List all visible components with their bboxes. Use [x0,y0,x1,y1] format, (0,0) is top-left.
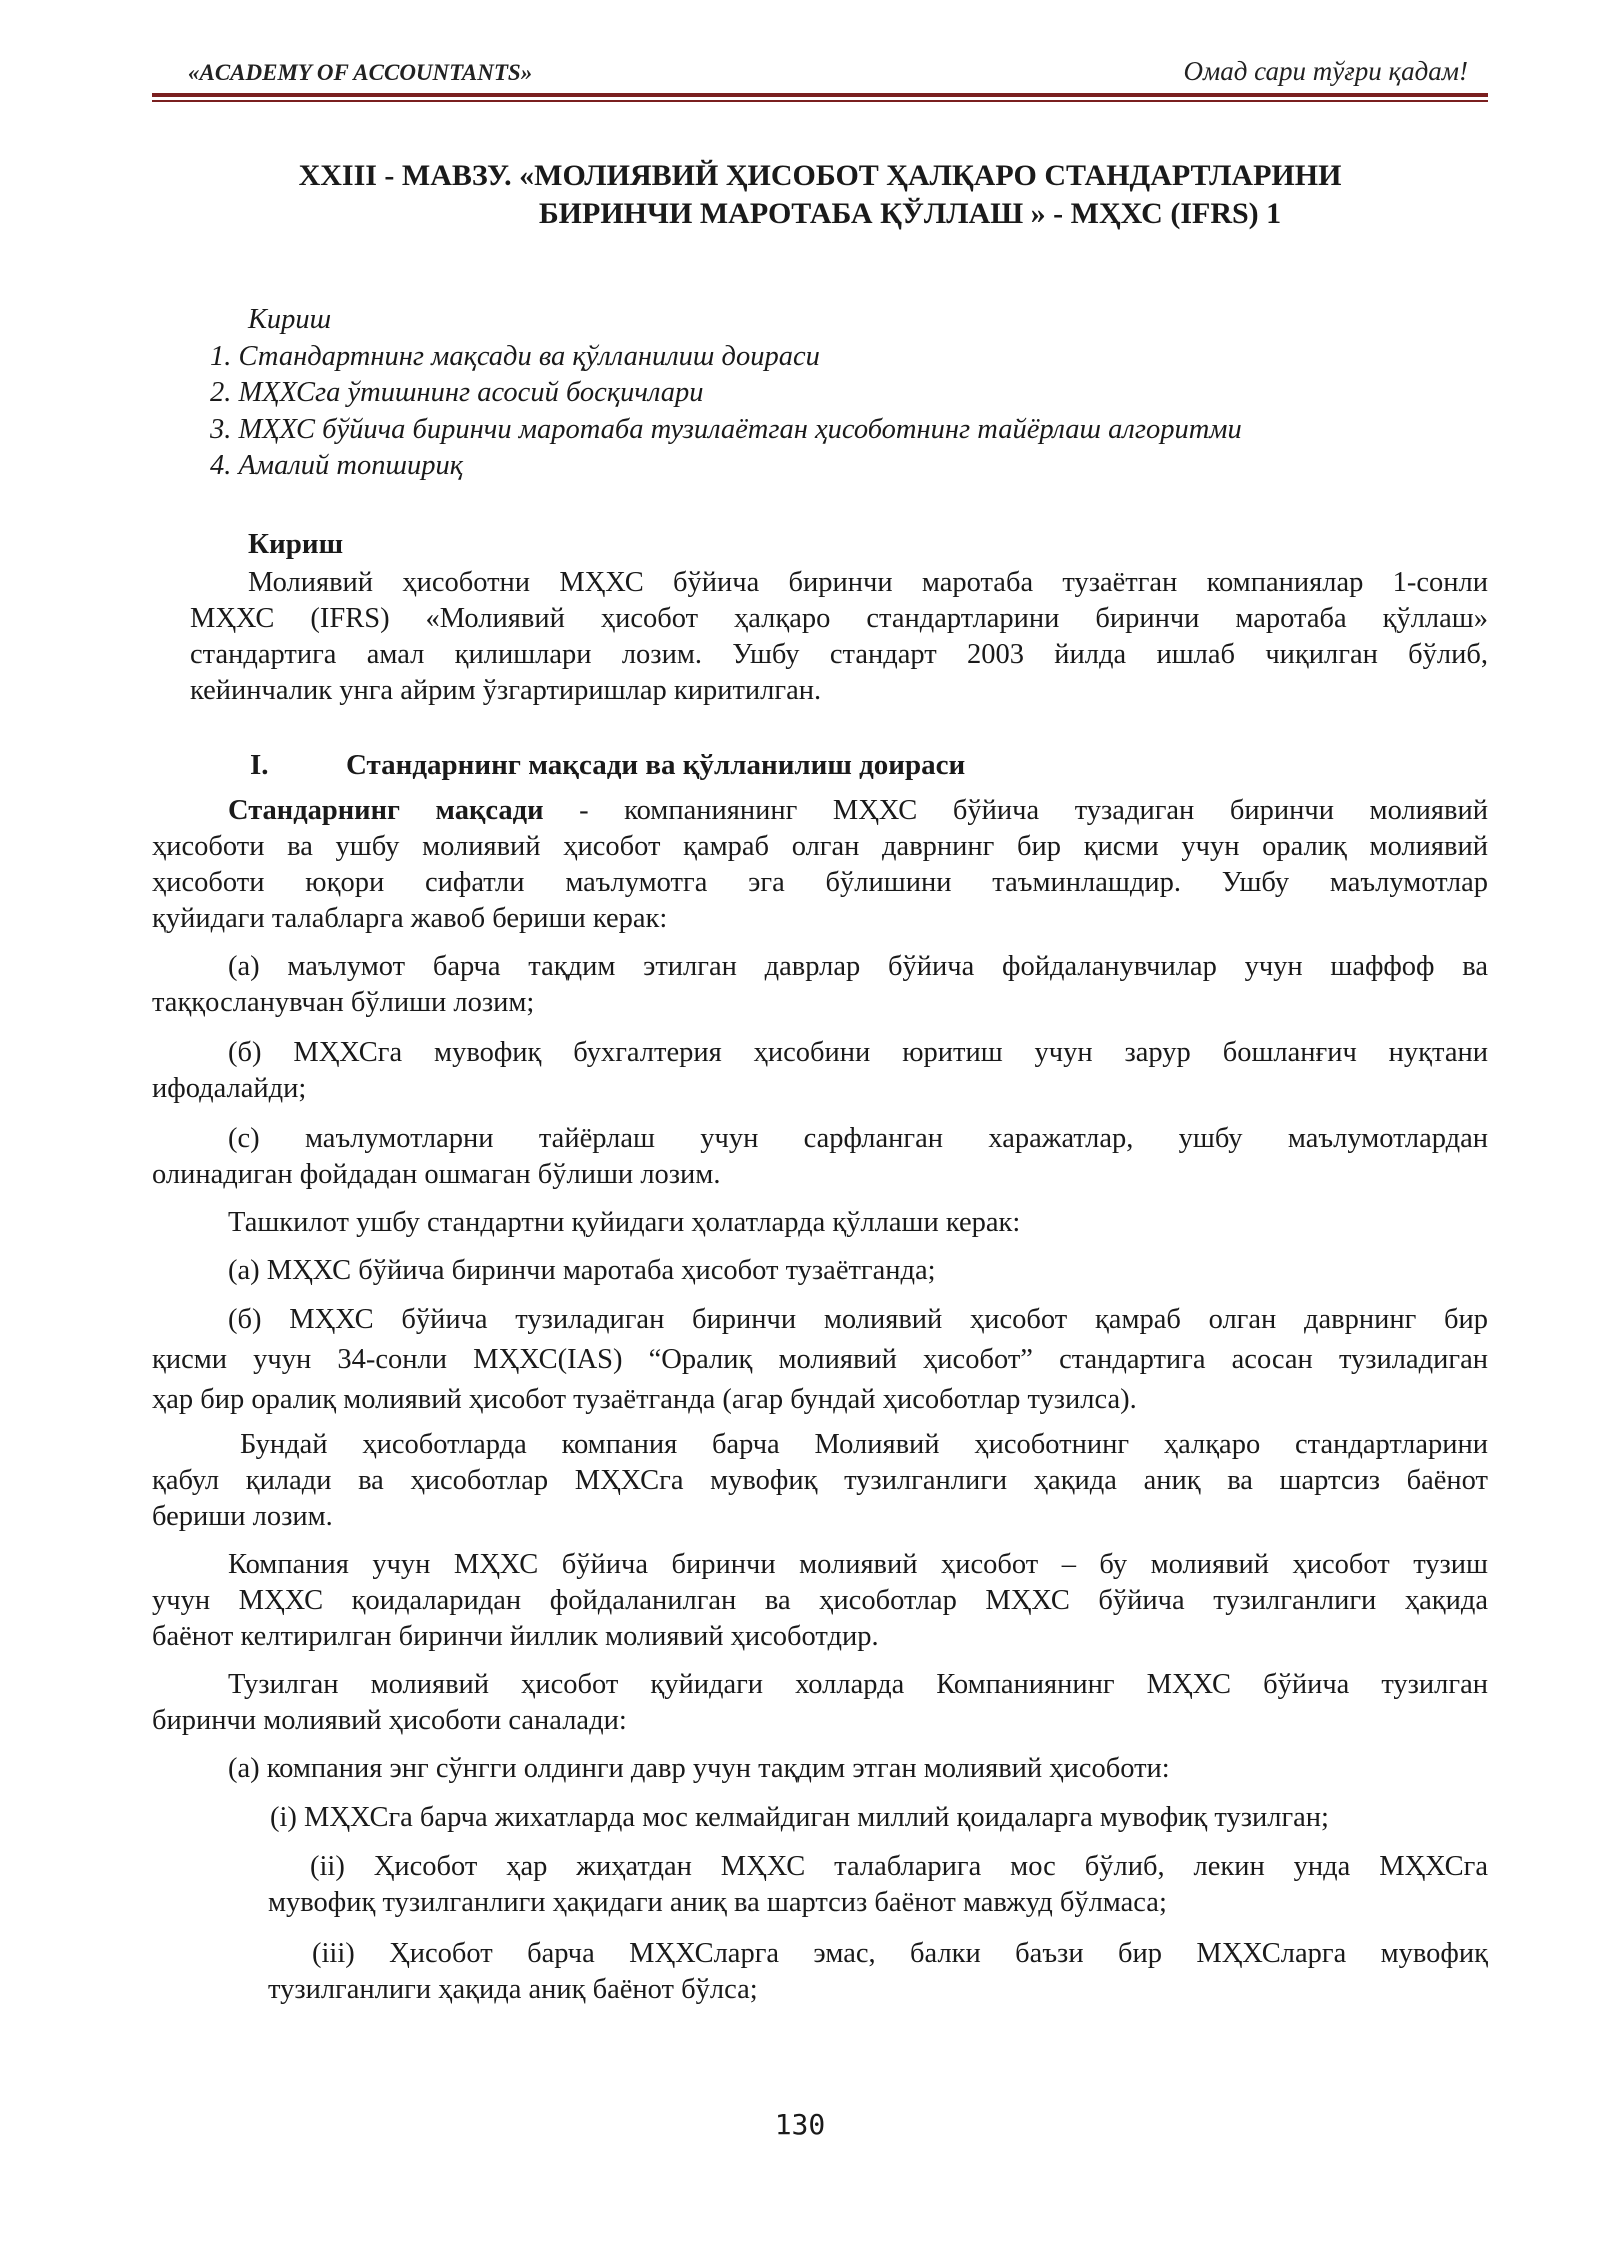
case-iii [268,1936,1488,2008]
first-report-paragraph [152,1547,1488,1655]
topic-title-line2: БИРИНЧИ МАРОТАБА ҚЎЛЛАШ » - МҲХС (IFRS) 1 [538,197,1282,230]
paragraph-line: ҳар бир оралиқ молиявий ҳисобот тузаётганда (агар бундай ҳисоботлар тузилса). [152,1384,1137,1415]
section-number: I. [250,749,269,781]
topic-title [152,157,1488,233]
paragraph-line: стандартига амал қилишлари лозим. Ушбу стандарт 2003 йилда ишлаб чиқилган бўлиб, [190,639,1488,670]
header-rule-thin [152,100,1488,102]
header-rule-thick [152,93,1488,97]
paragraph-line: (а) маълумот барча тақдим этилган даврлар бўйича фойдаланувчилар учун шаффоф ва [228,951,1488,982]
paragraph-line: Молиявий ҳисоботни МҲХС бўйича биринчи маротаба тузаётган компаниялар 1-сонли [248,567,1488,598]
paragraph-line: қисми учун 34-сонли МҲХС(IAS) “Оралиқ молиявий ҳисобот” стандартига асосан тузиладиган [152,1344,1488,1375]
intro-paragraph [190,565,1488,709]
case-i [152,1800,1488,1836]
paragraph-line: (а) МҲХС бўйича биринчи маротаба ҳисобот тузаётганда; [228,1255,936,1286]
paragraph-line: бериши лозим. [152,1501,333,1532]
compiled-report-paragraph [152,1667,1488,1739]
outline-item: 1. Стандартнинг мақсади ва қўлланилиш доираси [210,340,820,372]
outline-item: 2. МҲХСга ўтишнинг асосий босқичлари [210,377,704,408]
paragraph-line: олинадиган фойдадан ошмаган бўлиши лозим. [152,1159,721,1190]
topic-outline [210,302,1242,485]
paragraph-line: Стандарнинг мақсади - компаниянинг МҲХС бўйича тузадиган биринчи молиявий [228,795,1489,826]
requirement-a [152,949,1488,1021]
paragraph-line: Компания учун МҲХС бўйича биринчи молиявий ҳисобот – бу молиявий ҳисобот тузиш [228,1549,1488,1580]
paragraph-line: баёнот келтирилган биринчи йиллик молиявий ҳисоботдир. [152,1621,879,1652]
paragraph-line: Бундай ҳисоботларда компания барча Молиявий ҳисоботнинг ҳалқаро стандартларини [240,1429,1488,1460]
purpose-paragraph [152,793,1488,937]
topic-title-line1: XXIII - МАВЗУ. «МОЛИЯВИЙ ҲИСОБОТ ҲАЛҚАРО СТАНДАРТЛАРИНИ [298,159,1342,192]
paragraph-line: (б) МҲХСга мувофиқ бухгалтерия ҳисобини юритиш учун зарур бошланғич нуқтани [228,1037,1488,1068]
requirement-b [152,1035,1488,1107]
paragraph-line: ифодалайди; [152,1073,307,1104]
section-title: Стандарнинг мақсади ва қўлланилиш доираси [346,749,966,781]
paragraph-line: (i) МҲХСга барча жихатларда мос келмайдиган миллий қоидаларга мувофиқ тузилган; [270,1802,1329,1833]
paragraph-line: (ii) Ҳисобот ҳар жиҳатдан МҲХС талабларига мос бўлиб, лекин унда МҲХСга [310,1851,1488,1882]
paragraph-line: (с) маълумотларни тайёрлаш учун сарфланган харажатлар, ушбу маълумотлардан [228,1123,1488,1154]
intro-heading: Кириш [248,528,344,560]
applies-paragraph [152,1205,1488,1241]
page-number: 130 [774,2108,826,2141]
paragraph-line: тузилганлиги ҳақида аниқ баёнот бўлса; [268,1974,758,2005]
paragraph-line: (а) компания энг сўнгги олдинги давр учун тақдим этган молиявий ҳисоботи: [228,1753,1170,1784]
such-reports-paragraph [152,1427,1488,1535]
paragraph-line: биринчи молиявий ҳисоботи саналади: [152,1705,627,1736]
case-ii [268,1849,1488,1921]
paragraph-line: (iii) Ҳисобот барча МҲХСларга эмас, балки баъзи бир МҲХСларга мувофиқ [312,1938,1488,1969]
paragraph-line: ҳисоботи ва ушбу молиявий ҳисобот қамраб олган даврнинг бир қисми учун оралиқ молиявий [152,831,1488,862]
header-publisher: «ACADEMY OF ACCOUNTANTS» [188,60,533,85]
paragraph-line: таққосланувчан бўлиши лозим; [152,987,535,1018]
purpose-term: Стандарнинг мақсади [228,795,544,826]
paragraph-line: ҳисоботи юқори сифатли маълумотга эга бўлишини таъминлашдир. Ушбу маълумотлар [152,867,1488,898]
paragraph-line: МҲХС (IFRS) «Молиявий ҳисобот ҳалқаро стандартларини биринчи маротаба қўллаш» [190,603,1488,634]
paragraph-line: учун МҲХС қоидаларидан фойдаланилган ва ҳисоботлар МҲХС бўйича тузилганлиги ҳақида [152,1585,1488,1616]
page-header [152,52,1488,92]
paragraph-line: мувофиқ тузилганлиги ҳақидаги аниқ ва шартсиз баёнот мавжуд бўлмаса; [268,1887,1167,1918]
apply-a [152,1253,1488,1289]
apply-b [152,1300,1488,1420]
paragraph-line: қабул қилади ва ҳисоботлар МҲХСга мувофиқ тузилганлиги ҳақида аниқ ва шартсиз баёнот [152,1465,1488,1496]
paragraph-line: (б) МҲХС бўйича тузиладиган биринчи молиявий ҳисобот қамраб олган даврнинг бир [228,1304,1488,1335]
section-heading [250,749,965,782]
paragraph-line: Ташкилот ушбу стандартни қуйидаги ҳолатларда қўллаши керак: [228,1207,1021,1238]
outline-item: Кириш [248,304,332,335]
header-motto: Омад сари тўғри қадам! [1183,56,1468,86]
paragraph-line: Тузилган молиявий ҳисобот қуйидаги холларда Компаниянинг МҲХС бўйича тузилган [228,1669,1488,1700]
requirement-c [152,1121,1488,1193]
paragraph-line: кейинчалик унга айрим ўзгартиришлар киритилган. [190,675,822,706]
case-a [152,1751,1488,1787]
outline-item: 4. Амалий топшириқ [210,450,464,481]
outline-item: 3. МҲХС бўйича биринчи маротаба тузилаётган ҳисоботнинг тайёрлаш алгоритми [210,413,1242,445]
paragraph-line: қуйидаги талабларга жавоб бериши керак: [152,903,668,934]
